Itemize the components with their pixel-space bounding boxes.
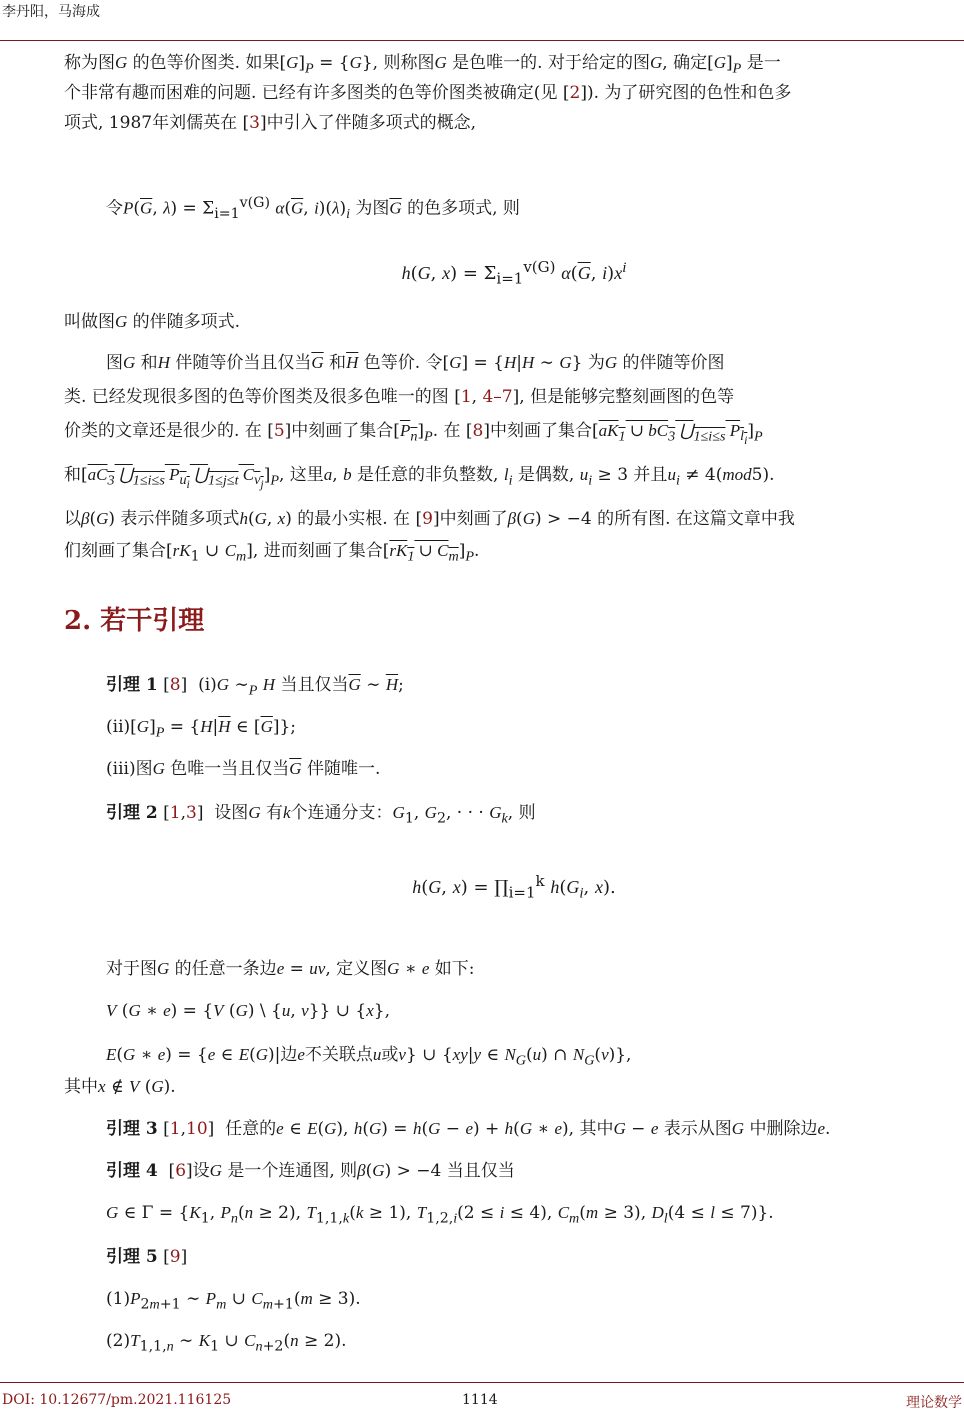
header-authors: 李丹阳，马海成 xyxy=(2,4,100,20)
definition-vertex-set: V (G ∗ e) = {V (G) \ {u, v}} ∪ {x}, xyxy=(106,1001,390,1021)
paragraph-line: 们刻画了集合[$rK_1$ ∪ $C_m$], 进而刻画了集合[$rK_1$ ∪ $C_m]_P$. xyxy=(64,541,480,565)
definition-intro: 对于图G 的任意一条边e = uv, 定义图G ∗ e 如下: xyxy=(106,959,475,979)
footer-rule xyxy=(0,1382,964,1383)
lemma-4: 引理 4 [6]设G 是一个连通图, 则β(G) > −4 当且仅当 xyxy=(106,1161,515,1181)
lemma-1: 引理 1 [8] (i)G $\sim_P$ H 当且仅当$\overline{G}$ ∼ $\overline{H}$; xyxy=(106,675,404,699)
page-footer xyxy=(0,1382,964,1414)
paragraph-line: 称为图G 的色等价图类. 如果$[G]_P = \{G\}$, 则称图G 是色唯一的. 对于给定的图G, 确定$[G]_P$ 是一 xyxy=(64,53,781,77)
equation-h: h(G, $x) = \Sigma_{i=1}^{v(G)}$ $\alpha(\overline{G}$, $i)x^i$ xyxy=(401,258,627,288)
lemma-1-iii: (iii)图G 色唯一当且仅当$\overline{G}$ 伴随唯一. xyxy=(106,759,381,779)
lemma-4-set: G ∈ $\Gamma = \{K_1$, $P_n(n \ge 2)$, $T_{1,1,k}(k \ge 1)$, $T_{1,2,i}(2 \le i \le 4)$, $C_m(m \ge 3)$, $D_l(4 \le l \le 7)$}. xyxy=(106,1203,774,1227)
definition-edge-set: E(G ∗ e) = {e ∈ E(G)|边e不关联点u或v} ∪ {xy|y ∈ $N_G(u)$ ∩ $N_G(v)$}, xyxy=(106,1045,632,1069)
equation-product: h(G, $x) = \prod_{i=1}^k$ $h(G_i$, x). xyxy=(412,872,616,902)
page-header xyxy=(0,0,964,41)
page-number: 1114 xyxy=(462,1392,498,1408)
lemma-5-1: $(1)P_{2m+1}$ ∼ $P_m$ ∪ $C_{m+1}(m \ge 3)$. xyxy=(106,1289,361,1313)
header-rule xyxy=(0,40,964,41)
section-title: 2. 若干引理 xyxy=(64,606,205,636)
lemma-5-2: $(2)T_{1,1,n}$ ∼ $K_1$ ∪ $C_{n+2}(n \ge 2)$. xyxy=(106,1331,347,1355)
lemma-2: 引理 2 [1,3] 设图G 有k个连通分支：$G_1$, $G_2$, · · · $G_k$, 则 xyxy=(106,803,536,827)
lemma-3: 引理 3 [1,10] 任意的e ∈ E(G), h(G) = h(G − e) + h(G ∗ e), 其中G − e 表示从图G 中删除边e. xyxy=(106,1119,831,1139)
paragraph-line: 叫做图G 的伴随多项式. xyxy=(64,312,241,332)
journal-name: 理论数学 xyxy=(906,1395,962,1411)
footer-doi[interactable]: DOI: 10.12677/pm.2021.116125 xyxy=(2,1392,232,1408)
chromatic-polynomial-line: 令$P(\overline{G}$, $\lambda) = \Sigma_{i=1}^{v(G)}$ $\alpha(\overline{G}$, $i)(\lambda)_i$ 为图$\overline{G}$ 的色多项式, 则 xyxy=(106,195,520,223)
paragraph-line: 价类的文章还是很少的. 在 [5]中刻画了集合$[P_n]_P$. 在 [8]中刻画了集合[$aK_1$ ∪ $bC_3$ $⋃_{1\le i\le s}$ $P_{l_i}]_P$ xyxy=(64,421,763,448)
lemma-5: 引理 5 [9] xyxy=(106,1247,188,1267)
paragraph-line: 类. 已经发现很多图的色等价图类及很多色唯一的图 [1, 4–7], 但是能够完整刻画图的色等 xyxy=(64,387,735,407)
definition-note: 其中x ∉ V (G). xyxy=(64,1077,176,1097)
paragraph-line: 和[$aC_3$ $⋃_{1\le i\le s}$ $P_{u_i}$ $⋃_{1\le j\le t}$ $C_{v_j}]_P$, 这里a, b 是任意的非负整数, $l_i$ 是偶数, $u_i \ge 3$ 并且$u_i \ne 4(mod5)$. xyxy=(64,465,775,492)
paragraph-line: 图G 和H 伴随等价当且仅当$\overline{G}$ 和$\overline{H}$ 色等价. 令[G] = {H|H ∼ G} 为G 的伴随等价图 xyxy=(106,353,725,373)
paragraph-line: 项式, 1987年刘儒英在 [3]中引入了伴随多项式的概念, xyxy=(64,113,476,133)
lemma-1-ii: $(ii)[G]_P = \{H|\overline{H}$ ∈ $[\overline{G}]$}; xyxy=(106,717,297,741)
paragraph-line: 以β(G) 表示伴随多项式h(G, x) 的最小实根. 在 [9]中刻画了β(G) > −4 的所有图. 在这篇文章中我 xyxy=(64,509,795,529)
paragraph-line: 个非常有趣而困难的问题. 已经有许多图类的色等价图类被确定(见 [2]). 为了研究图的色性和色多 xyxy=(64,83,792,103)
